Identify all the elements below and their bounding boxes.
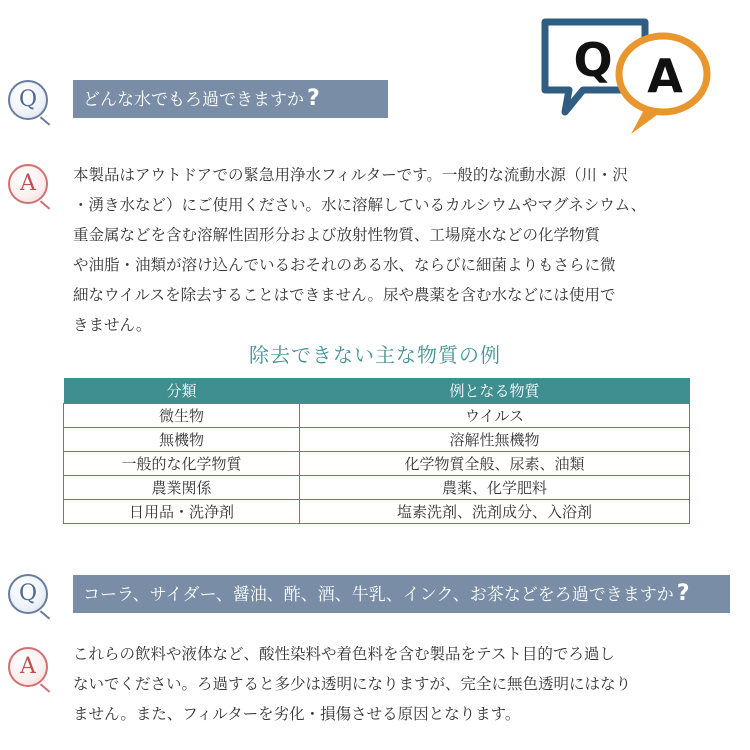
table-header-row: [64, 378, 690, 404]
table-row: [64, 476, 690, 500]
qa-speech-bubbles-icon: [535, 12, 715, 142]
table-cell: 微生物: [64, 404, 300, 428]
answer-line: きません。: [73, 316, 152, 334]
answer-line: や油脂・油類が溶け込んでいるおそれのある水、ならびに細菌よりもさらに微: [73, 256, 616, 274]
question-marker-letter: Q: [18, 581, 38, 606]
question-marker-letter: Q: [18, 87, 38, 112]
table-row: [64, 404, 690, 428]
answer-line: ないでください。ろ過すると多少は透明になりますが、完全に無色透明にはなり: [73, 675, 632, 693]
answer-text-2: [73, 639, 631, 729]
question-marker-1: [8, 80, 48, 120]
table-title: 除去できない主な物質の例: [249, 343, 501, 367]
table-cell: 農薬、化学肥料: [300, 476, 690, 500]
table-row: [64, 428, 690, 452]
table-cell: 一般的な化学物質: [64, 452, 300, 476]
answer-marker-letter: A: [20, 171, 36, 196]
table-header-examples: 例となる物質: [300, 378, 690, 404]
table-cell: 日用品・洗浄剤: [64, 500, 300, 524]
table-header-category: 分類: [64, 378, 300, 404]
answer-line: ません。また、フィルターを劣化・損傷させる原因となります。: [73, 705, 521, 723]
table-cell: 農業関係: [64, 476, 300, 500]
answer-line: 重金属などを含む溶解性固形分および放射性物質、工場廃水などの化学物質: [73, 226, 601, 244]
substances-table: [63, 378, 690, 524]
question-bar-1: [73, 80, 388, 118]
question-bar-2: [73, 575, 730, 613]
qa-a-letter: A: [647, 49, 683, 103]
question-mark-icon: ?: [307, 86, 320, 111]
question-text-1: どんな水でもろ過できますか: [83, 90, 304, 110]
answer-marker-letter: A: [20, 654, 36, 679]
answer-line: 細なウイルスを除去することはできません。尿や農薬を含む水などには使用で: [73, 286, 616, 304]
answer-marker-2: [8, 647, 48, 687]
answer-text-1: [73, 160, 646, 340]
answer-line: ・湧き水など）にご使用ください。水に溶解しているカルシウムやマグネシウム、: [73, 196, 647, 214]
table-cell: 溶解性無機物: [300, 428, 690, 452]
table-row: [64, 452, 690, 476]
question-text-2: コーラ、サイダー、醤油、酢、酒、牛乳、インク、お茶などをろ過できますか: [83, 585, 674, 605]
answer-line: 本製品はアウトドアでの緊急用浄水フィルターです。一般的な流動水源（川・沢: [73, 166, 628, 184]
table-cell: 化学物質全般、尿素、油類: [300, 452, 690, 476]
question-marker-2: [8, 574, 48, 614]
table-cell: 塩素洗剤、洗剤成分、入浴剤: [300, 500, 690, 524]
table-cell: ウイルス: [300, 404, 690, 428]
question-mark-icon: ?: [676, 581, 690, 606]
table-row: [64, 500, 690, 524]
answer-marker-1: [8, 164, 48, 204]
table-cell: 無機物: [64, 428, 300, 452]
qa-q-letter: Q: [573, 33, 613, 87]
answer-line: これらの飲料や液体など、酸性染料や着色料を含む製品をテスト目的でろ過し: [73, 645, 615, 663]
